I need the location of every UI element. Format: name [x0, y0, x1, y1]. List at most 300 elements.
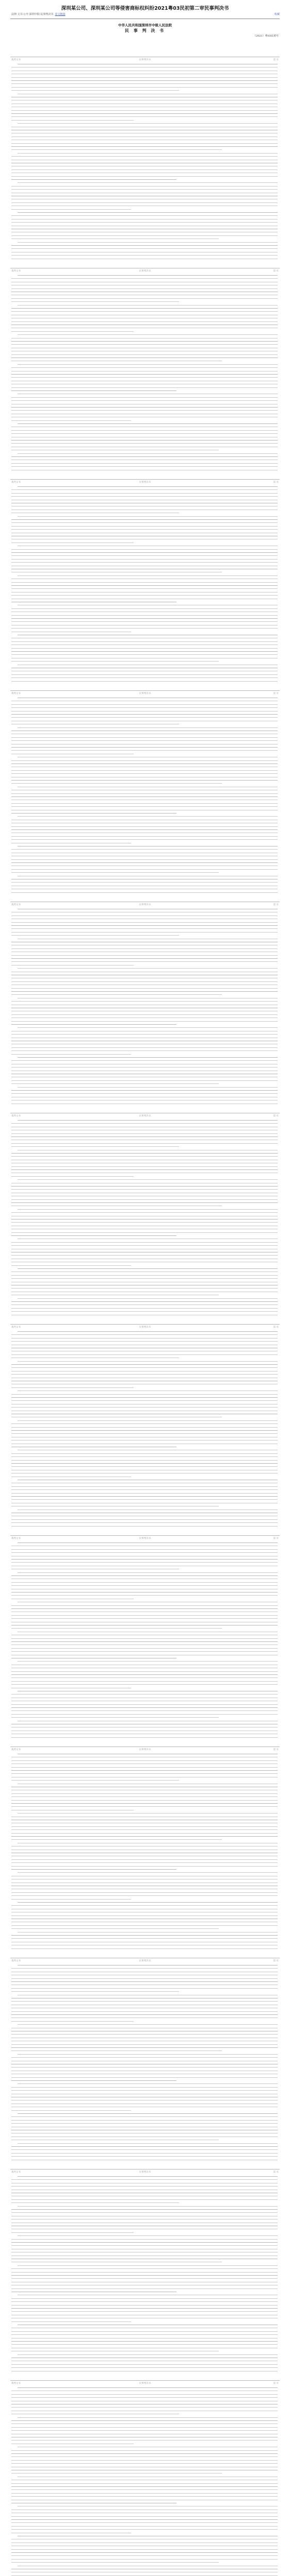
text-line [11, 1608, 278, 1609]
text-line [11, 1928, 219, 1929]
page-header [11, 2382, 279, 2385]
text-line [18, 1420, 278, 1421]
text-line [11, 2242, 278, 2243]
text-line [11, 443, 278, 444]
text-line [11, 773, 278, 774]
text-line [11, 311, 278, 312]
text-line [11, 1833, 278, 1834]
text-line [11, 922, 278, 923]
text-line [11, 80, 278, 81]
text-line [11, 750, 278, 751]
text-line [18, 2417, 278, 2418]
text-line [11, 2552, 278, 2553]
text-line [11, 2463, 278, 2464]
text-line [11, 704, 278, 705]
text-line [11, 430, 278, 431]
text-line [11, 1526, 278, 1527]
text-line [18, 1932, 278, 1933]
page-header-right: 第 页 [273, 1537, 279, 1540]
text-line [11, 1839, 222, 1840]
text-line [11, 988, 278, 989]
text-line [11, 1354, 278, 1355]
text-line [11, 1559, 278, 1560]
text-line [11, 2305, 278, 2306]
text-line [11, 245, 278, 246]
text-line [11, 400, 278, 401]
page-header-center: 民事判决书 [139, 481, 151, 484]
text-line [11, 2440, 278, 2441]
text-line [11, 932, 278, 933]
text-line [18, 2143, 278, 2144]
page-header-center: 民事判决书 [139, 2171, 151, 2174]
text-line [11, 747, 278, 748]
text-line [18, 2083, 278, 2084]
text-line [11, 2232, 134, 2233]
document-title: 深圳某公司、深圳某公司等侵害商标权纠纷2021粤03民初第二审民事判决书 [61, 6, 229, 11]
text-line [11, 1146, 179, 1147]
text-line [11, 90, 179, 91]
page-header-center: 民事判决书 [139, 270, 151, 273]
text-line [11, 2149, 278, 2150]
text-line [11, 1767, 278, 1768]
text-line [11, 555, 278, 556]
text-line [11, 2146, 278, 2147]
text-line [11, 209, 131, 210]
text-line [18, 1572, 278, 1573]
text-line [11, 2486, 278, 2487]
page-header [11, 1114, 279, 1118]
text-line [11, 1793, 278, 1794]
text-line [11, 1549, 278, 1550]
text-line [11, 235, 278, 236]
text-line [11, 1806, 278, 1807]
text-line [11, 1803, 278, 1804]
text-line [11, 2526, 278, 2527]
text-line [11, 1866, 278, 1867]
favorite-button[interactable]: 收藏 [274, 13, 280, 16]
page-header [11, 1959, 279, 1963]
text-line [11, 2367, 278, 2368]
text-line [11, 1496, 278, 1497]
page-header-left: 裁判文书 [11, 1115, 21, 1117]
text-line [11, 1047, 278, 1048]
text-line [11, 2516, 278, 2517]
text-line [11, 1710, 278, 1711]
text-line [11, 1456, 278, 1457]
page-header [11, 1326, 279, 1329]
text-line [11, 661, 219, 662]
text-line [11, 2275, 278, 2276]
text-line [11, 1519, 278, 1520]
text-line [11, 143, 278, 144]
text-line [11, 120, 134, 121]
page-header-center: 民事判决书 [139, 904, 151, 906]
text-line [11, 961, 278, 962]
text-line [11, 1674, 278, 1675]
text-line [11, 1093, 278, 1094]
text-line [11, 1021, 278, 1022]
text-line [11, 882, 278, 883]
text-line [11, 585, 278, 586]
text-line [11, 813, 176, 814]
text-line [11, 2341, 278, 2342]
text-line [11, 466, 278, 467]
text-line [11, 2044, 278, 2045]
text-line [11, 377, 278, 378]
text-line [11, 2050, 222, 2051]
text-line [11, 1651, 278, 1652]
text-line [11, 420, 131, 421]
text-line [18, 1872, 278, 1873]
text-line [11, 433, 278, 434]
text-line [11, 331, 134, 332]
text-line [11, 1869, 176, 1870]
text-line [11, 496, 278, 497]
source-link[interactable]: 原文链接 [55, 13, 66, 16]
text-line [11, 1988, 278, 1989]
page-header-right: 第 页 [273, 2171, 279, 2174]
text-line [11, 410, 278, 411]
case-number: （2021）粤03民初号 [253, 35, 279, 38]
text-line [11, 674, 278, 675]
text-line [18, 1902, 278, 1903]
text-line [11, 1387, 134, 1388]
text-line [11, 2272, 278, 2273]
text-line [18, 1268, 278, 1269]
text-line [11, 1463, 278, 1464]
page-header-center: 民事判决书 [139, 59, 151, 61]
page-header-center: 民事判决书 [139, 1749, 151, 1751]
text-line [11, 1397, 278, 1398]
text-line [11, 1925, 278, 1926]
page-header-left: 裁判文书 [11, 1326, 21, 1329]
text-line [11, 83, 278, 84]
text-line [11, 677, 278, 678]
text-line [18, 1027, 278, 1028]
text-line [11, 1242, 278, 1243]
text-line [11, 489, 278, 490]
text-line [11, 2298, 278, 2299]
text-line [11, 1430, 278, 1431]
page-header-left: 裁判文书 [11, 1960, 21, 1962]
text-line [18, 1361, 278, 1362]
text-line [11, 1235, 176, 1236]
text-line [11, 2001, 278, 2002]
text-line [11, 2562, 219, 2563]
page-header-right: 第 页 [273, 2382, 279, 2385]
text-line [11, 308, 278, 309]
text-line [11, 1278, 278, 1279]
text-line [11, 796, 278, 797]
text-line [11, 1968, 278, 1969]
text-line [11, 522, 278, 523]
text-line [11, 1493, 278, 1494]
text-line [11, 2120, 278, 2121]
text-line [11, 1737, 278, 1738]
page-header-center: 民事判决书 [139, 692, 151, 695]
text-line [11, 179, 176, 180]
text-line [11, 1034, 278, 1035]
text-line [11, 1717, 219, 1718]
text-line [11, 493, 278, 494]
text-line [18, 1120, 278, 1121]
text-line [11, 149, 222, 150]
text-line [11, 552, 278, 553]
text-line [11, 1433, 278, 1434]
text-line [11, 651, 278, 652]
text-line [11, 2427, 278, 2428]
text-line [11, 615, 278, 616]
text-line [11, 1770, 278, 1771]
text-line [11, 1232, 278, 1233]
text-line [11, 582, 278, 583]
text-line [11, 1714, 278, 1715]
text-line [18, 182, 278, 183]
text-line [11, 2087, 278, 2088]
court-name: 中华人民共和国深圳市中级人民法院 [118, 23, 172, 27]
text-line [11, 1575, 278, 1576]
text-line [11, 826, 278, 827]
text-line [11, 1707, 278, 1708]
text-line [11, 1222, 278, 1223]
page-header-right: 第 页 [273, 59, 279, 61]
text-line [11, 2489, 278, 2490]
text-line [11, 681, 278, 682]
text-line [11, 1605, 278, 1606]
text-line [11, 176, 278, 177]
text-line [11, 1166, 278, 1167]
text-line [11, 1341, 278, 1342]
text-line [11, 1153, 278, 1154]
text-line [11, 955, 278, 956]
text-line [11, 1143, 278, 1144]
text-line [11, 608, 278, 609]
text-line [11, 1080, 278, 1081]
text-line [18, 2113, 278, 2114]
toolbar-breadcrumb [11, 12, 66, 16]
page-header-right: 第 页 [273, 1749, 279, 1751]
text-line [18, 2265, 278, 2266]
text-line [11, 2186, 278, 2187]
text-line [11, 1427, 278, 1428]
text-line [11, 1255, 278, 1256]
page-header [11, 1537, 279, 1540]
text-line [11, 621, 278, 622]
text-line [11, 806, 278, 807]
text-line [11, 2483, 278, 2484]
text-line [18, 1298, 278, 1299]
text-line [11, 2080, 176, 2081]
text-line [11, 717, 278, 718]
text-line [11, 948, 278, 949]
text-line [11, 2179, 278, 2180]
text-line [11, 1486, 278, 1487]
text-line [11, 1024, 176, 1025]
page-header-left: 裁判文书 [11, 2171, 21, 2174]
text-line [11, 654, 278, 655]
text-line [11, 1948, 278, 1949]
text-line [11, 869, 278, 870]
text-line [11, 1275, 278, 1276]
text-line [18, 275, 278, 276]
page-header-left: 裁判文书 [11, 1537, 21, 1540]
text-line [11, 859, 278, 860]
text-line [11, 2559, 278, 2560]
text-line [11, 301, 179, 302]
text-line [18, 2354, 278, 2355]
text-line [11, 737, 278, 738]
text-line [11, 836, 278, 837]
text-line [11, 341, 278, 342]
text-line [11, 2496, 278, 2497]
text-line [11, 1123, 278, 1124]
text-line [11, 278, 278, 279]
text-line [11, 2199, 278, 2200]
text-line [11, 2245, 278, 2246]
text-line [11, 2308, 278, 2309]
text-line [11, 110, 278, 111]
text-line [11, 1892, 278, 1893]
text-line [11, 1615, 278, 1616]
text-line [11, 2021, 134, 2022]
document-page [10, 2380, 280, 2576]
text-line [11, 1628, 222, 1629]
text-line [11, 2364, 278, 2365]
text-line [11, 2057, 278, 2058]
text-line [18, 2176, 278, 2177]
text-line [11, 1133, 278, 1134]
text-line [11, 1189, 278, 1190]
page-header-left: 裁判文书 [11, 481, 21, 484]
text-line [18, 423, 278, 424]
text-line [18, 1087, 278, 1088]
text-line [11, 77, 278, 78]
text-line [11, 2014, 278, 2015]
text-line [11, 1460, 278, 1461]
text-line [11, 872, 219, 873]
toolbar-breadcrumb-text: 法律·文书·公开·深圳中院·民事判决书 [11, 13, 54, 16]
text-line [11, 255, 278, 256]
page-header [11, 58, 279, 62]
text-line [18, 816, 278, 817]
text-line [11, 2123, 278, 2124]
text-line [11, 113, 278, 114]
text-line [11, 222, 278, 223]
text-line [11, 1800, 278, 1801]
page-header-right: 第 页 [273, 1115, 279, 1117]
text-line [11, 1334, 278, 1335]
text-line [11, 321, 278, 322]
page-header [11, 692, 279, 696]
text-line [11, 928, 278, 929]
text-line [11, 1199, 278, 1200]
text-line [11, 2450, 278, 2451]
text-line [11, 1780, 179, 1781]
text-line [11, 1394, 278, 1395]
text-line [11, 648, 278, 649]
text-line [11, 1582, 278, 1583]
page-header-right: 第 页 [273, 692, 279, 695]
text-line [11, 526, 278, 527]
text-line [11, 2519, 278, 2520]
text-line [11, 2116, 278, 2117]
text-line [11, 1773, 278, 1774]
text-line [11, 1991, 179, 1992]
text-line [11, 793, 278, 794]
page-header-center: 民事判决书 [139, 1960, 151, 1962]
text-line [11, 1760, 278, 1761]
text-line [11, 770, 278, 771]
text-line [11, 1826, 278, 1827]
text-line [11, 588, 278, 589]
text-line [11, 1202, 278, 1203]
page-header [11, 1748, 279, 1752]
text-line [11, 2077, 278, 2078]
text-line [11, 1301, 278, 1302]
text-line [11, 991, 278, 992]
text-line [11, 367, 278, 368]
text-line [11, 387, 278, 388]
text-line [11, 2334, 278, 2335]
text-line [11, 2397, 278, 2398]
text-line [11, 707, 278, 708]
text-line [11, 1001, 278, 1002]
text-line [11, 783, 222, 784]
text-line [11, 2430, 278, 2431]
text-line [11, 2529, 278, 2530]
text-line [11, 1367, 278, 1368]
page-header-left: 裁判文书 [11, 59, 21, 61]
text-line [11, 1466, 278, 1467]
text-line [11, 407, 278, 408]
page-header-center: 民事判决书 [139, 1115, 151, 1117]
text-line [11, 2110, 131, 2111]
text-line [11, 1859, 278, 1860]
text-line [11, 1981, 278, 1982]
text-line [11, 740, 278, 741]
text-line [11, 298, 278, 299]
text-line [18, 1331, 278, 1332]
text-line [11, 2311, 278, 2312]
text-line [11, 1562, 278, 1563]
text-line [11, 354, 278, 355]
text-line [11, 2278, 278, 2279]
text-line [11, 1304, 278, 1305]
text-line [11, 981, 278, 982]
text-line [11, 2011, 278, 2012]
text-line [18, 364, 278, 365]
text-line [11, 1499, 278, 1500]
text-line [11, 1618, 278, 1619]
text-line [18, 123, 278, 124]
text-line [11, 862, 278, 863]
text-line [11, 1014, 278, 1015]
text-line [11, 2090, 278, 2091]
document-toolbar [11, 12, 280, 18]
text-line [11, 1684, 278, 1685]
text-line [11, 1836, 278, 1837]
text-line [11, 374, 278, 375]
text-line [11, 2321, 131, 2322]
text-line [11, 1050, 278, 1051]
text-line [11, 1641, 278, 1642]
text-line [11, 925, 278, 926]
text-line [11, 1899, 131, 1900]
text-line [18, 968, 278, 969]
text-line [18, 575, 278, 576]
text-line [18, 2206, 278, 2207]
page-header-right: 第 页 [273, 1326, 279, 1329]
